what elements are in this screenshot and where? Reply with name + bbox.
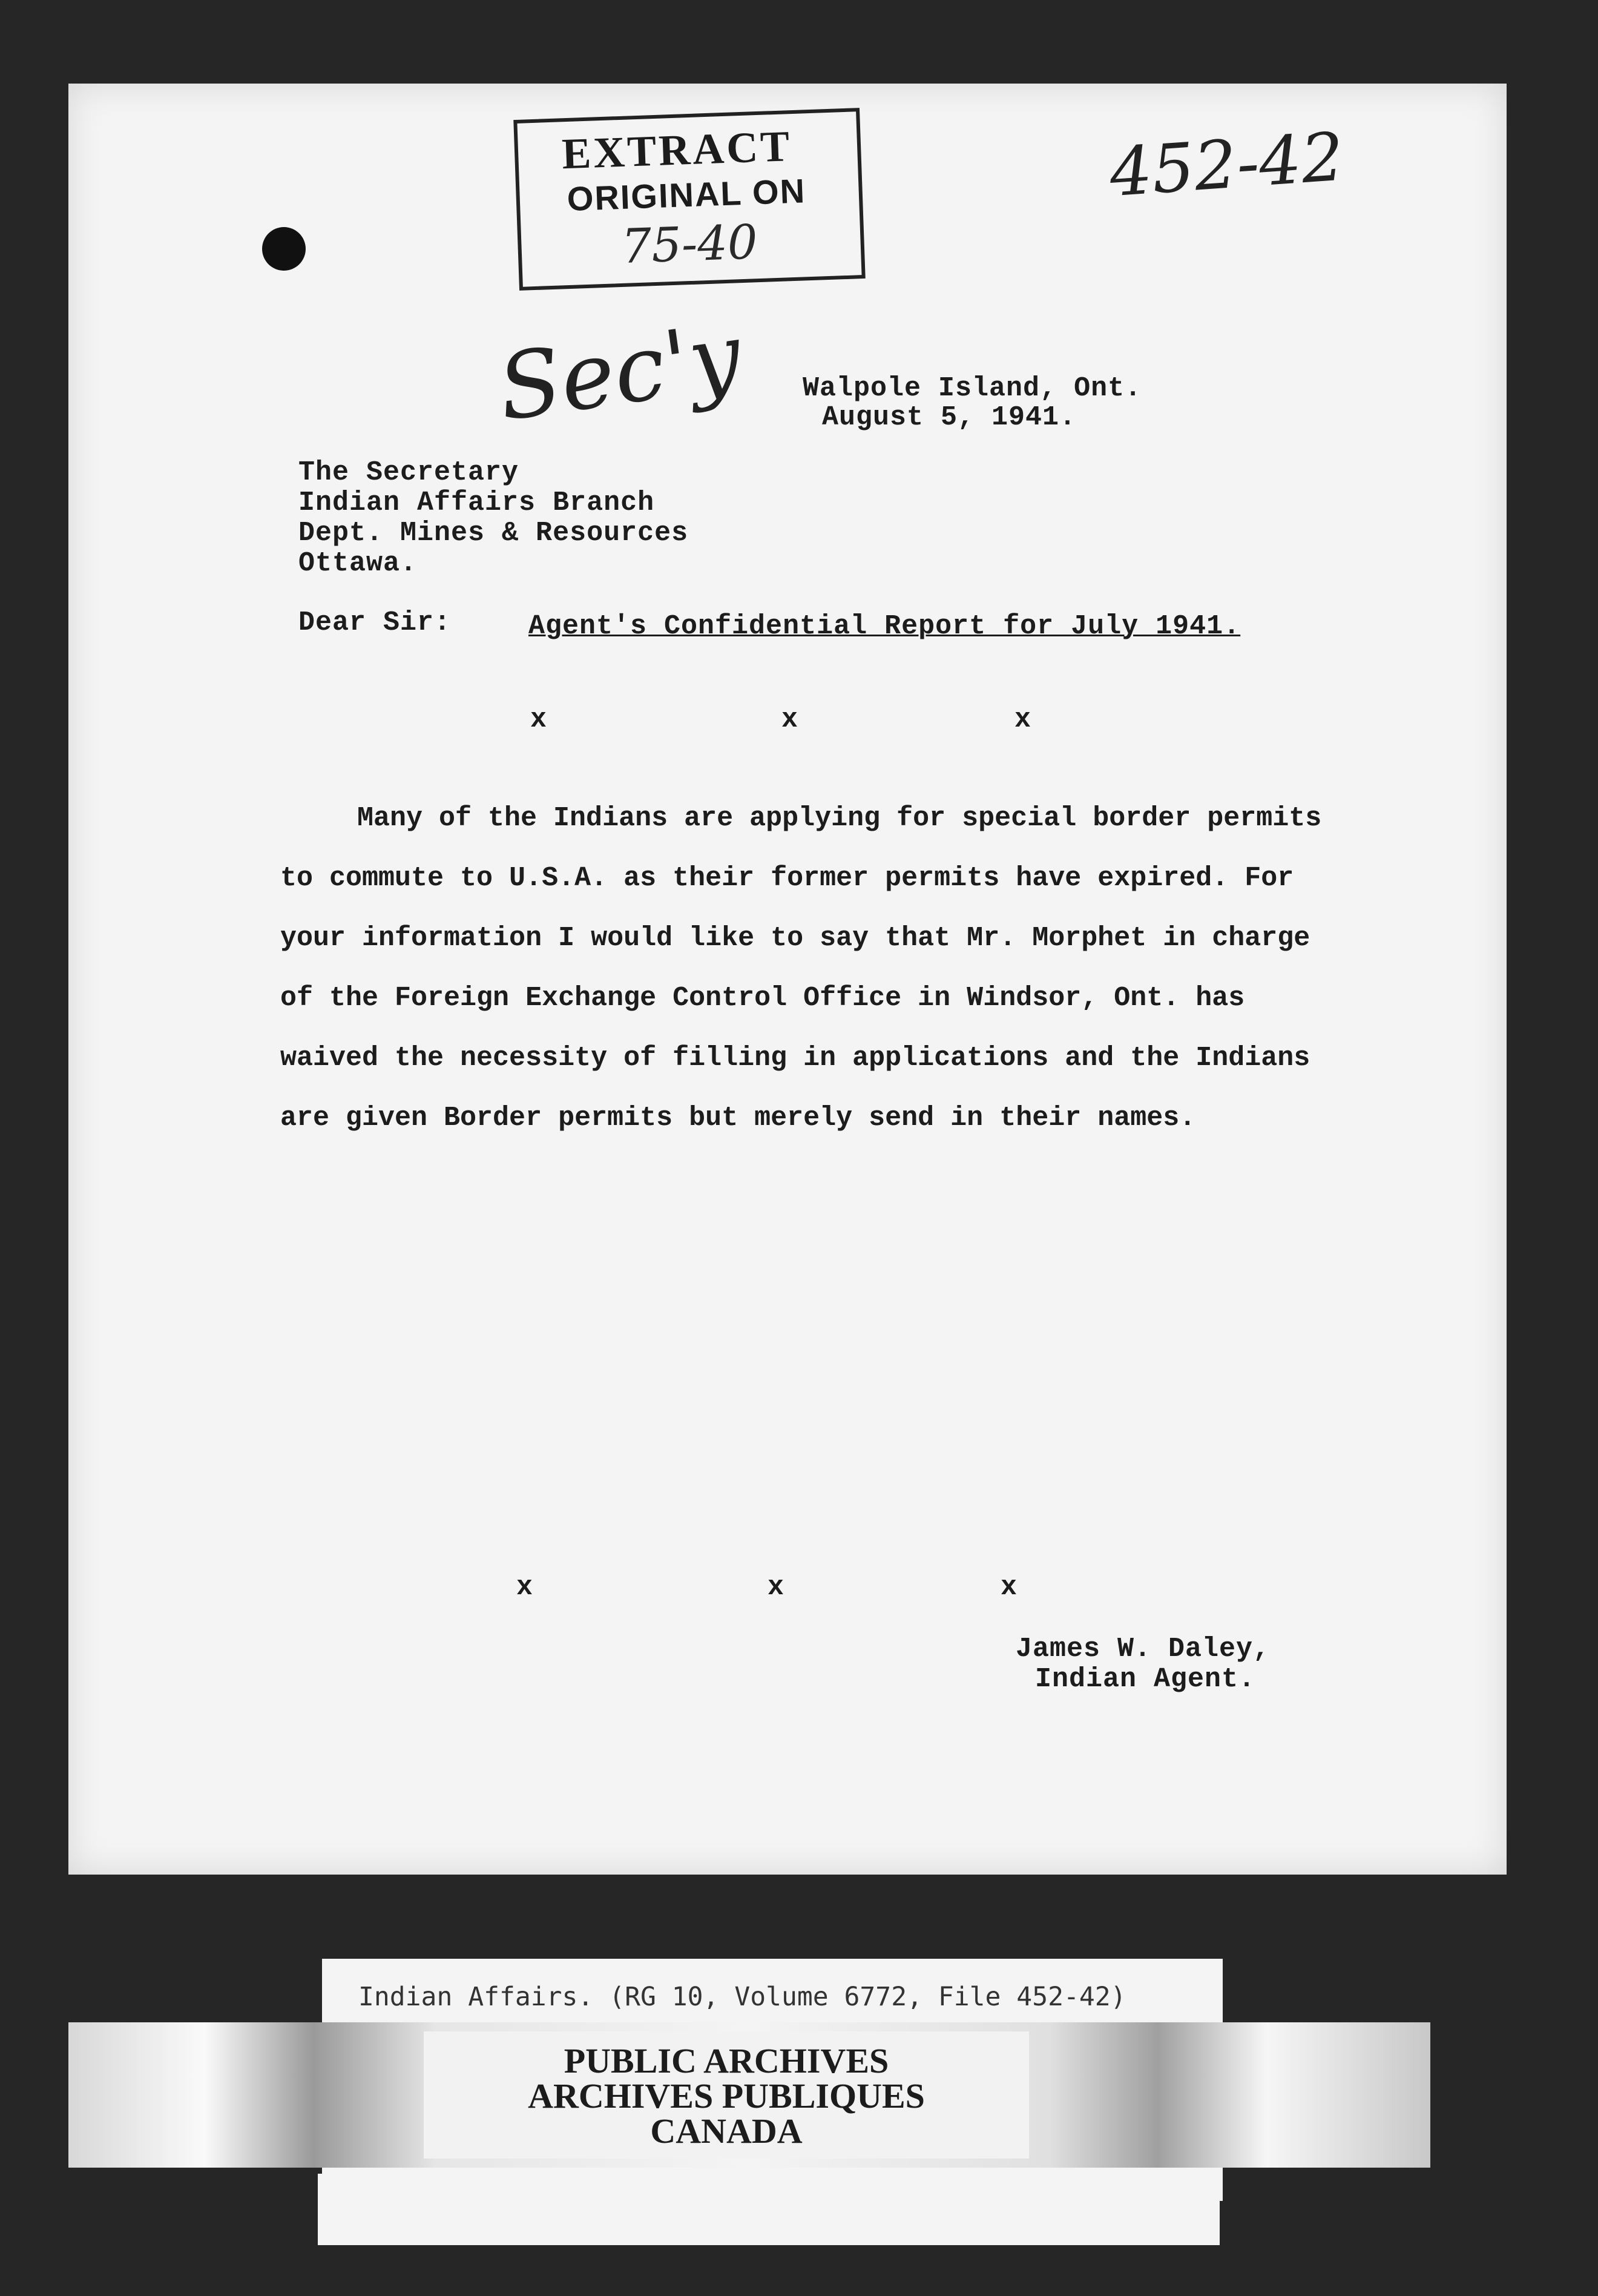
body-line: to commute to U.S.A. as their former permits have expired. For	[280, 863, 1294, 894]
signature-title: Indian Agent.	[1035, 1664, 1256, 1695]
body-line: your information I would like to say that Mr. Morphet in charge	[280, 923, 1310, 954]
stamp-line-1: EXTRACT	[561, 122, 793, 179]
archive-reference: Indian Affairs. (RG 10, Volume 6772, File 452-42)	[358, 1982, 1126, 2012]
recipient-line: Dept. Mines & Resources	[298, 518, 689, 549]
separator-mark: x	[1014, 704, 1032, 735]
separator-mark: x	[768, 1572, 785, 1603]
extract-stamp	[513, 108, 865, 291]
archives-label-line: CANADA	[650, 2111, 803, 2151]
letter-page	[68, 84, 1507, 1875]
handwritten-note: Sec'y	[492, 303, 748, 442]
public-archives-label	[424, 2031, 1029, 2159]
subject-line: Agent's Confidential Report for July 1941.	[528, 611, 1241, 642]
separator-mark: x	[1001, 1572, 1018, 1603]
stamp-line-3: 75-40	[620, 215, 758, 274]
separator-mark: x	[516, 1572, 534, 1603]
body-line: waived the necessity of filling in applications and the Indians	[280, 1043, 1310, 1074]
separator-mark: x	[781, 704, 799, 735]
archives-label-line: ARCHIVES PUBLIQUES	[528, 2076, 925, 2116]
stamp-line-2: ORIGINAL ON	[566, 171, 807, 219]
file-number-handwritten: 452-42	[1107, 117, 1347, 212]
location-place: Walpole Island, Ont.	[803, 373, 1142, 404]
letter-date: August 5, 1941.	[822, 402, 1077, 433]
recipient-line: Ottawa.	[298, 548, 418, 579]
recipient-line: The Secretary	[298, 457, 519, 488]
salutation: Dear Sir:	[298, 607, 452, 638]
signature-name: James W. Daley,	[1016, 1634, 1271, 1664]
body-line: of the Foreign Exchange Control Office in Windsor, Ont. has	[280, 983, 1245, 1014]
caption-card-lower	[318, 2174, 1220, 2245]
archives-label-line: PUBLIC ARCHIVES	[564, 2041, 889, 2080]
body-line: Many of the Indians are applying for special border permits	[357, 803, 1322, 834]
recipient-line: Indian Affairs Branch	[298, 487, 655, 518]
punch-hole	[262, 227, 306, 271]
body-line: are given Border permits but merely send in their names.	[280, 1103, 1196, 1133]
separator-mark: x	[530, 704, 548, 735]
